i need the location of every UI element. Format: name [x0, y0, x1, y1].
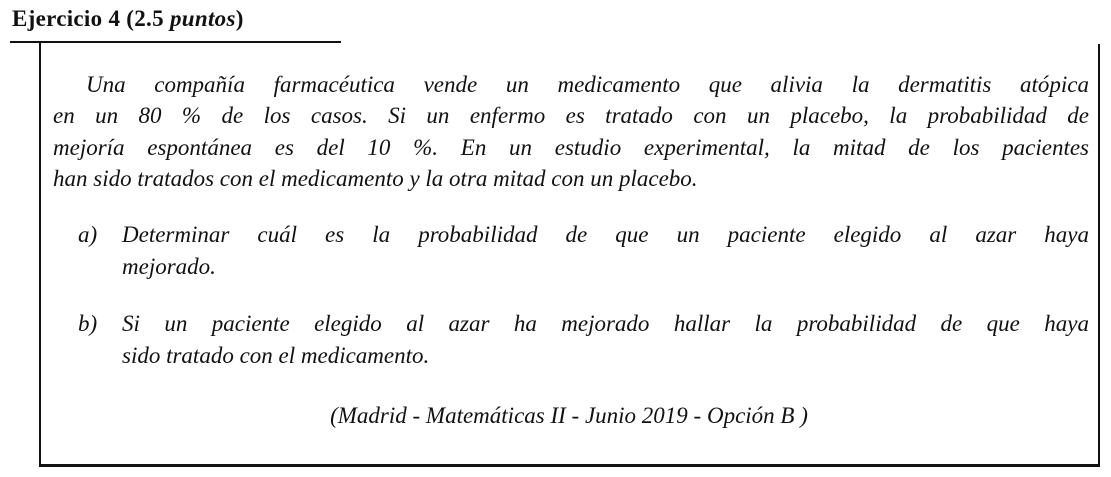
item-a-text: mejorado.: [122, 254, 216, 279]
heading-title: Ejercicio 4 (2.5: [12, 6, 170, 31]
item-b-text: sido tratado con el medicamento.: [122, 343, 430, 368]
box-right-border: [1098, 44, 1100, 466]
statement-line: mejoría espontánea es del 10 %. En un estudio experimental, la mitad de los pacientes: [53, 135, 1089, 160]
item-b-text: Si un paciente elegido al azar ha mejorado hallar la probabilidad de que haya: [122, 311, 1089, 336]
heading-underline: [10, 41, 341, 43]
exercise-heading: [12, 6, 244, 32]
box-bottom-border: [39, 464, 1100, 467]
statement-line: en un 80 % de los casos. Si un enfermo es tratado con un placebo, la probabilidad de: [53, 103, 1089, 128]
item-b-label: b): [78, 311, 98, 336]
item-a-text: Determinar cuál es la probabilidad de que un paciente elegido al azar haya: [122, 222, 1089, 247]
heading-close: ): [235, 6, 244, 31]
exam-source: (Madrid - Matemáticas II - Junio 2019 - Opción B ): [330, 403, 808, 428]
statement-line: han sido tratados con el medicamento y la otra mitad con un placebo.: [53, 166, 698, 191]
heading-points-word: puntos: [169, 6, 236, 31]
item-a-label: a): [78, 222, 98, 247]
statement-line: Una compañía farmacéutica vende un medicamento que alivia la dermatitis atópica: [86, 72, 1089, 97]
